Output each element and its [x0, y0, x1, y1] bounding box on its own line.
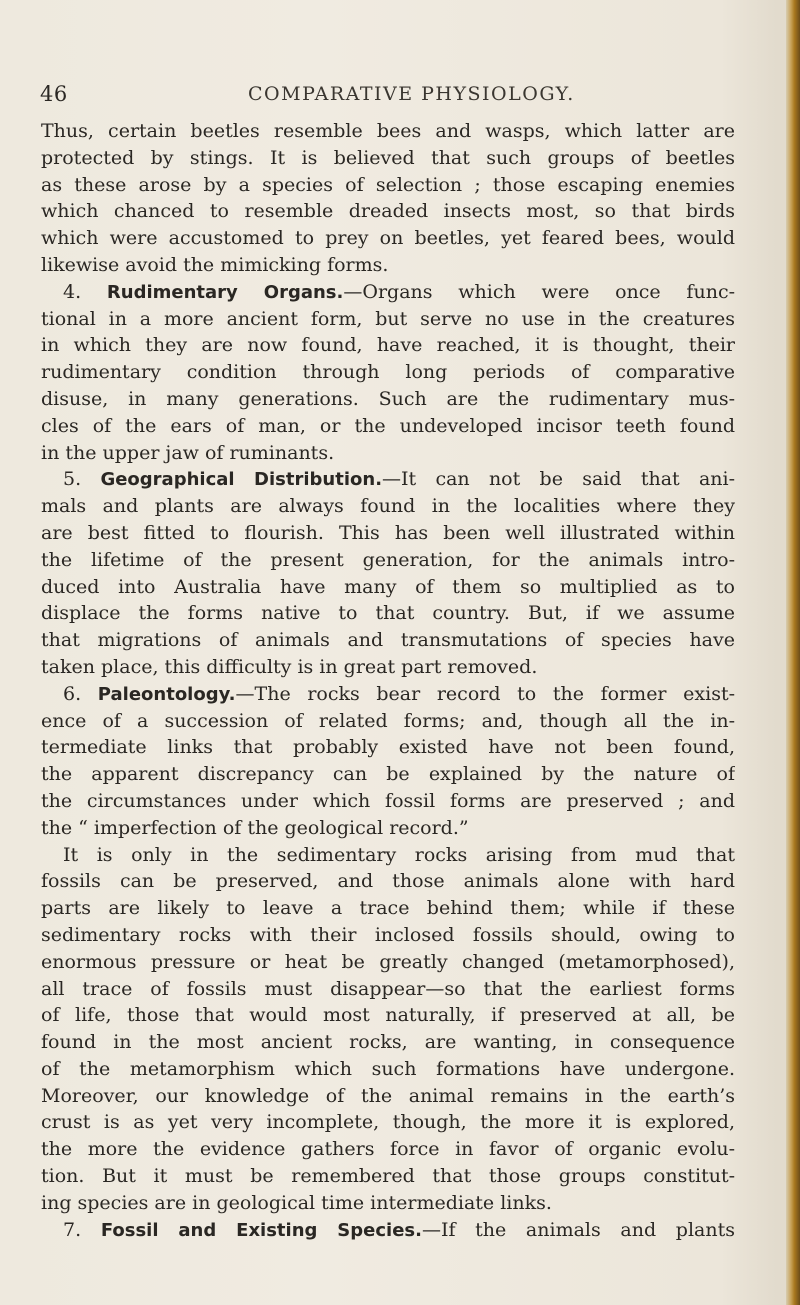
text-line: duced into Australia have many of them so multiplied as to: [41, 575, 735, 598]
section-number: 7.: [63, 1218, 82, 1241]
section-heading: Paleontology.: [97, 683, 236, 705]
text-line: Moreover, our knowledge of the animal remains in the earth’s: [41, 1084, 735, 1107]
text-line: that migrations of animals and transmutations of species have: [41, 629, 735, 652]
text-line: the apparent discrepancy can be explained by the nature of: [41, 763, 735, 786]
text-line: tional in a more ancient form, but serve no use in the creatures: [41, 307, 735, 330]
page-number: 46: [40, 82, 68, 106]
text-line: mals and plants are always found in the localities where they: [41, 495, 735, 518]
text-line: disuse, in many generations. Such are the rudimentary mus-: [41, 387, 735, 410]
text-line: as these arose by a species of selection ; those escaping enemies: [41, 173, 735, 196]
text-line: crust is as yet very incomplete, though, the more it is explored,: [41, 1111, 735, 1134]
text-line: It is only in the sedimentary rocks arising from mud that: [63, 843, 735, 866]
text-run: —Organs which were once func-: [343, 280, 735, 303]
section-6-first-line: [41, 681, 735, 708]
section-number: 5.: [63, 468, 82, 491]
section-heading: Rudimentary Organs.: [106, 281, 344, 303]
text-line: taken place, this difficulty is in great part removed.: [41, 655, 538, 678]
text-run: —It can not be said that ani-: [382, 468, 735, 491]
section-heading: Geographical Distribution.: [100, 469, 383, 491]
text-line: of the metamorphism which such formations have undergone.: [41, 1057, 735, 1080]
text-line: Thus, certain beetles resemble bees and wasps, which latter are: [41, 120, 735, 142]
text-line: which were accustomed to prey on beetles, yet feared bees, would: [41, 227, 735, 250]
page-edge: [786, 0, 800, 1305]
text-line: sedimentary rocks with their inclosed fossils should, owing to: [41, 923, 735, 946]
text-line: displace the forms native to that country. But, if we assume: [41, 602, 735, 625]
text-line: ing species are in geological time intermediate links.: [41, 1191, 552, 1214]
text-line: in the upper jaw of ruminants.: [41, 441, 335, 464]
text-line: all trace of fossils must disappear—so that the earliest forms: [41, 977, 735, 1000]
text-run: —The rocks bear record to the former exist-: [235, 682, 735, 705]
text-line: rudimentary condition through long periods of comparative: [41, 361, 735, 384]
section-5-first-line: [41, 466, 735, 493]
text-line: of life, those that would most naturally, if preserved at all, be: [41, 1004, 735, 1027]
text-line: protected by stings. It is believed that such groups of beetles: [41, 146, 735, 169]
text-line: the lifetime of the present generation, for the animals intro-: [41, 548, 735, 571]
text-line: ence of a succession of related forms; and, though all the in-: [41, 709, 735, 732]
text-line: in which they are now found, have reached, it is thought, their: [41, 334, 735, 357]
text-line: the circumstances under which fossil forms are preserved ; and: [41, 789, 735, 812]
text-line: found in the most ancient rocks, are wanting, in consequence: [41, 1031, 735, 1054]
section-7-first-line: [41, 1217, 735, 1244]
running-title: COMPARATIVE PHYSIOLOGY.: [248, 83, 575, 105]
text-line: parts are likely to leave a trace behind them; while if these: [41, 897, 735, 920]
text-line: enormous pressure or heat be greatly changed (metamorphosed),: [41, 950, 735, 973]
text-line: tion. But it must be remembered that those groups constitut-: [41, 1165, 735, 1188]
text-line: likewise avoid the mimicking forms.: [41, 253, 389, 276]
text-line: cles of the ears of man, or the undeveloped incisor teeth found: [41, 414, 735, 437]
text-line: the “ imperfection of the geological record.”: [41, 816, 469, 839]
body-text: [41, 118, 735, 1243]
text-line: fossils can be preserved, and those animals alone with hard: [41, 870, 735, 893]
section-number: 6.: [63, 682, 82, 705]
section-heading: Fossil and Existing Species.: [100, 1219, 422, 1241]
text-line: termediate links that probably existed have not been found,: [41, 736, 735, 759]
text-run: —If the animals and plants: [421, 1218, 735, 1241]
text-line: which chanced to resemble dreaded insects most, so that birds: [41, 200, 735, 223]
text-line: are best fitted to flourish. This has been well illustrated within: [41, 521, 735, 544]
section-4-first-line: [41, 279, 735, 306]
text-line: the more the evidence gathers force in favor of organic evolu-: [41, 1138, 735, 1161]
section-number: 4.: [63, 280, 82, 303]
page-header: [40, 82, 740, 112]
